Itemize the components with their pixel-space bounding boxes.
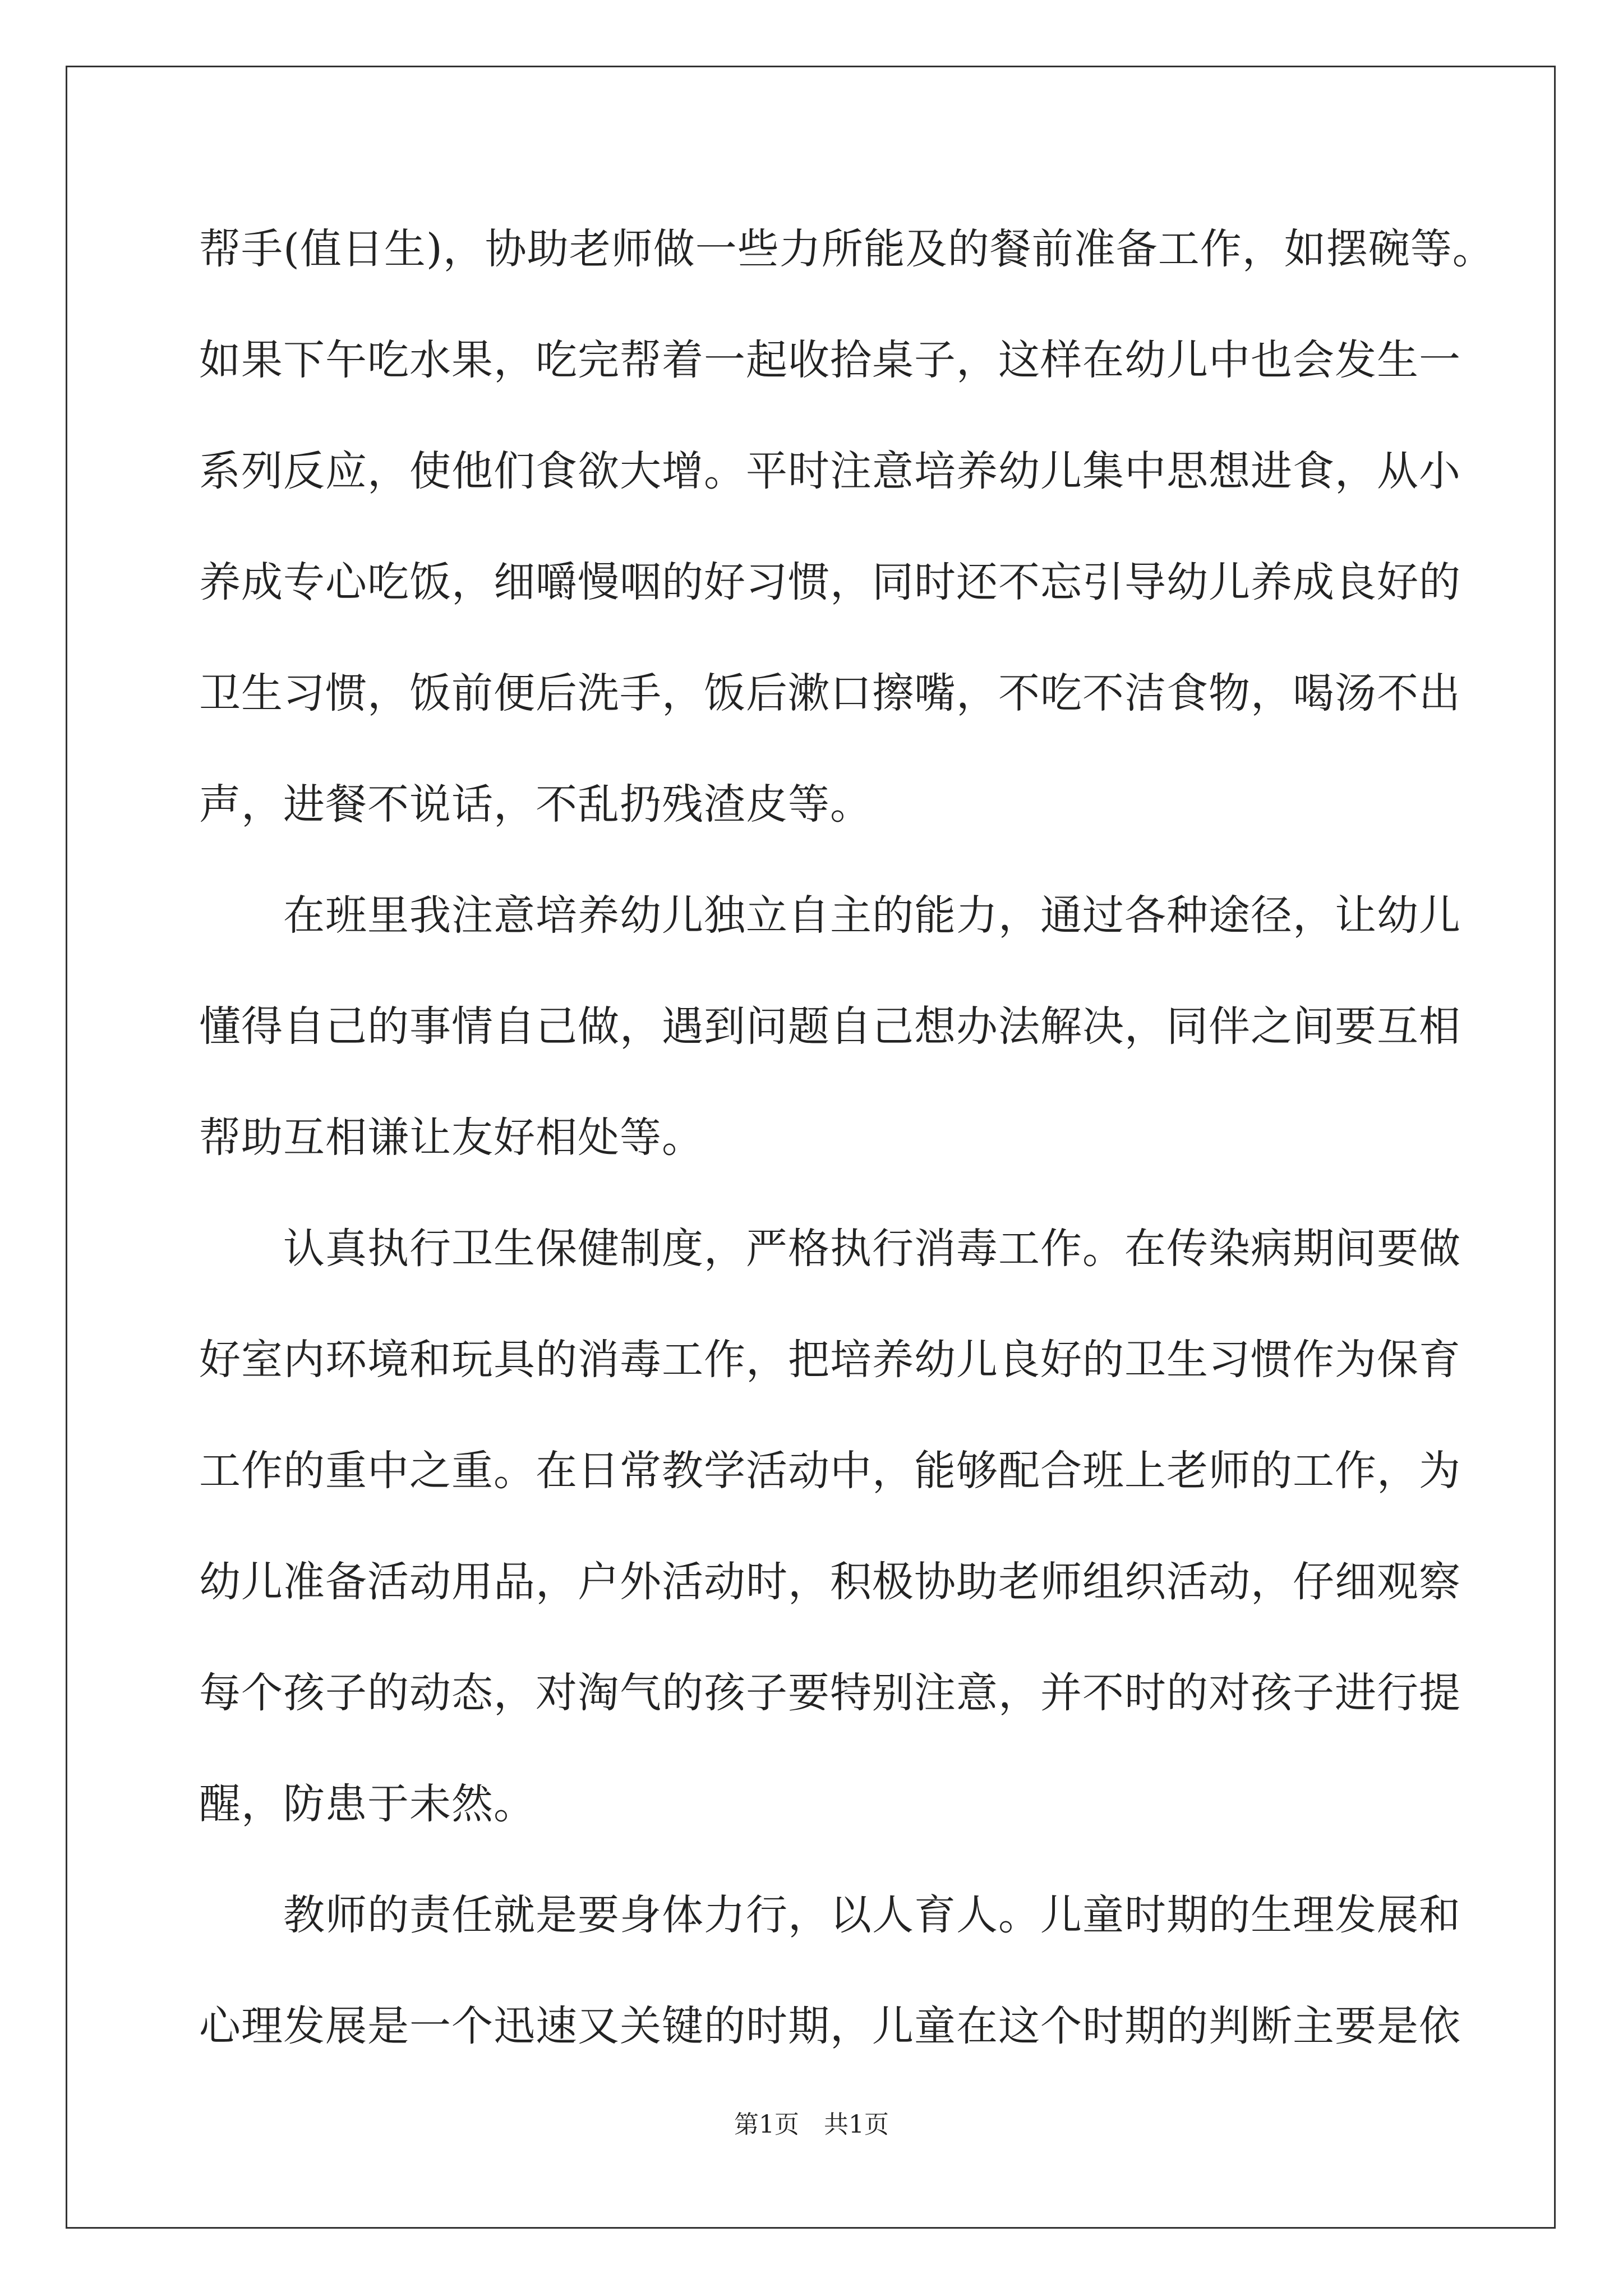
text-line: 每个孩子的动态，对淘气的孩子要特别注意，并不时的对孩子进行提 <box>199 1669 1461 1717</box>
document-body <box>199 194 1495 2082</box>
text-line: 好室内环境和玩具的消毒工作，把培养幼儿良好的卫生习惯作为保育 <box>199 1336 1461 1384</box>
text-line: 养成专心吃饭，细嚼慢咽的好习惯，同时还不忘引导幼儿养成良好的 <box>199 558 1461 606</box>
page-number-footer: 第1页 共1页 <box>734 2110 889 2139</box>
text-line: 心理发展是一个迅速又关键的时期，儿童在这个时期的判断主要是依 <box>199 2002 1461 2050</box>
text-line: 懂得自己的事情自己做，遇到问题自己想办法解决，同伴之间要互相 <box>199 1002 1461 1051</box>
text-line: 帮手(值日生)，协助老师做一些力所能及的餐前准备工作，如摆碗等。 <box>199 225 1495 273</box>
text-line: 如果下午吃水果，吃完帮着一起收拾桌子，这样在幼儿中也会发生一 <box>199 336 1461 384</box>
text-line: 声，进餐不说话，不乱扔残渣皮等。 <box>199 780 872 829</box>
text-line: 醒，防患于未然。 <box>199 1780 536 1828</box>
text-line: 帮助互相谦让友好相处等。 <box>199 1114 704 1162</box>
text-line: 幼儿准备活动用品，户外活动时，积极协助老师组织活动，仔细观察 <box>199 1558 1461 1606</box>
text-line: 认真执行卫生保健制度，严格执行消毒工作。在传染病期间要做 <box>199 1225 1461 1273</box>
text-line: 工作的重中之重。在日常教学活动中，能够配合班上老师的工作，为 <box>199 1447 1461 1495</box>
text-line: 教师的责任就是要身体力行，以人育人。儿童时期的生理发展和 <box>199 1891 1461 1939</box>
text-line: 系列反应，使他们食欲大增。平时注意培养幼儿集中思想进食，从小 <box>199 447 1461 495</box>
text-line: 在班里我注意培养幼儿独立自主的能力，通过各种途径，让幼儿 <box>199 891 1461 940</box>
text-line: 卫生习惯，饭前便后洗手，饭后漱口擦嘴，不吃不洁食物，喝汤不出 <box>199 669 1461 717</box>
